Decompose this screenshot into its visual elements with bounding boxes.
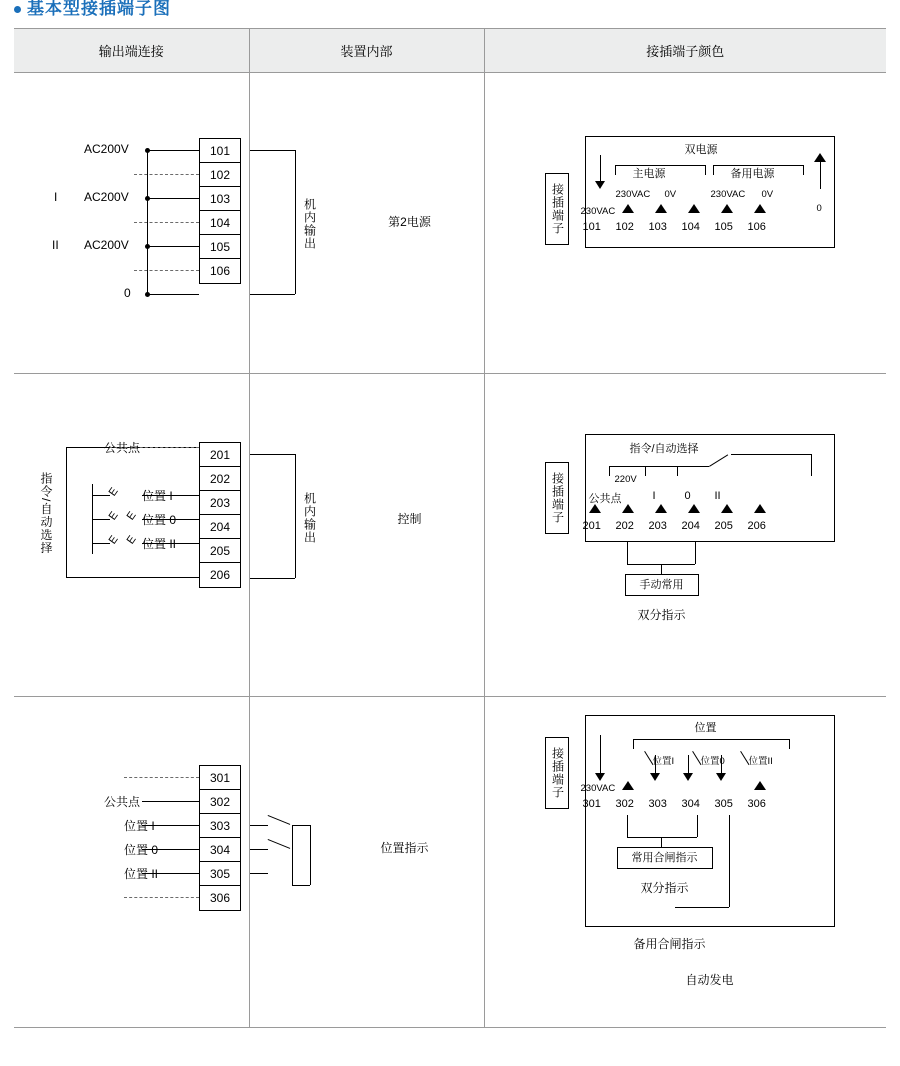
terminal-306: 306	[209, 891, 231, 905]
num-105: 105	[714, 221, 733, 233]
label-common-point-2: 公共点	[104, 441, 141, 455]
label-dual-power: 双电源	[684, 144, 718, 156]
terminal-102: 102	[200, 163, 240, 187]
row1-right-cell	[484, 73, 886, 374]
terminal-block-2	[199, 442, 241, 588]
terminal-label-vertical-3: 接插端子	[545, 737, 569, 809]
row3-left-cell	[14, 697, 249, 1028]
label-0-right: 0	[816, 203, 822, 214]
label-pos-I: I	[652, 490, 656, 502]
terminal-205: 205	[200, 539, 240, 563]
terminal-label-vertical-1: 接插端子	[545, 173, 569, 245]
terminal-206: 206	[209, 568, 231, 582]
num-305: 305	[714, 798, 733, 810]
label-position-indicator: 位置指示	[380, 841, 429, 855]
label-manual-normal: 手动常用	[625, 574, 699, 596]
label-position-0-3: 位置 0	[124, 843, 159, 857]
terminal-303: 303	[200, 814, 240, 838]
num-201: 201	[582, 520, 601, 532]
label-ac200v-1: AC200V	[84, 142, 129, 156]
bullet-icon	[14, 6, 21, 13]
label-normal-close-indication: 常用合闸指示	[617, 847, 713, 869]
terminal-diagram-table	[14, 28, 886, 1028]
label-pos-I-r: 位置I	[652, 756, 675, 767]
label-common-point-right: 公共点	[588, 493, 622, 505]
label-inner-output-1: 机内输出	[302, 198, 317, 250]
label-phase-1: I	[54, 190, 58, 204]
label-common-point-3: 公共点	[104, 795, 141, 809]
terminal-105: 105	[200, 235, 240, 259]
terminal-block-3	[199, 765, 241, 911]
label-230vac-left: 230VAC	[580, 206, 616, 217]
switch-symbol-2: E	[106, 509, 121, 523]
terminal-103: 103	[200, 187, 240, 211]
num-301: 301	[582, 798, 601, 810]
num-306: 306	[747, 798, 766, 810]
num-103: 103	[648, 221, 667, 233]
row3-middle-cell	[249, 697, 484, 1028]
row3-right-cell	[484, 697, 886, 1028]
label-second-power: 第2电源	[388, 215, 431, 229]
num-302: 302	[615, 798, 634, 810]
label-ac200v-3: AC200V	[84, 238, 129, 252]
label-main-power: 主电源	[632, 168, 666, 180]
label-position-I-2: 位置 I	[142, 489, 173, 503]
terminal-305: 305	[200, 862, 240, 886]
label-position-II-2: 位置 II	[142, 537, 177, 551]
label-pos-II-r: 位置II	[748, 756, 773, 767]
label-command-auto: 指令/自动选择	[629, 443, 699, 455]
label-pos-II: II	[714, 490, 721, 502]
row2-middle-cell	[249, 374, 484, 697]
num-303: 303	[648, 798, 667, 810]
label-0v-a: 0V	[664, 189, 677, 200]
terminal-202: 202	[200, 467, 240, 491]
label-phase-2: II	[52, 238, 59, 252]
num-104: 104	[681, 221, 700, 233]
terminal-106: 106	[209, 264, 231, 278]
label-position-II-3: 位置 II	[124, 867, 159, 881]
row1-left-cell	[14, 73, 249, 374]
terminal-block-1	[199, 138, 241, 284]
num-102: 102	[615, 221, 634, 233]
num-206: 206	[747, 520, 766, 532]
label-zero: 0	[124, 286, 131, 300]
switch-symbol-4: E	[124, 509, 139, 523]
label-pos-0: 0	[684, 490, 691, 502]
terminal-203: 203	[200, 491, 240, 515]
label-auto-generation: 自动发电	[685, 973, 734, 987]
row2-right-cell	[484, 374, 886, 697]
terminal-label-vertical-2: 接插端子	[545, 462, 569, 534]
terminal-304: 304	[200, 838, 240, 862]
label-position-title: 位置	[694, 722, 717, 734]
table-header-row	[14, 29, 886, 73]
terminal-301: 301	[200, 766, 240, 790]
switch-symbol-5: E	[124, 533, 139, 547]
label-ac200v-2: AC200V	[84, 190, 129, 204]
num-304: 304	[681, 798, 700, 810]
num-202: 202	[615, 520, 634, 532]
label-230vac-pos: 230VAC	[580, 783, 616, 794]
num-203: 203	[648, 520, 667, 532]
label-position-0-2: 位置 0	[142, 513, 177, 527]
label-pos-0-r: 位置0	[700, 756, 725, 767]
label-position-I-3: 位置 I	[124, 819, 155, 833]
label-dual-break-indication-3: 双分指示	[640, 881, 689, 895]
label-inner-output-2: 机内输出	[302, 492, 317, 544]
num-101: 101	[582, 221, 601, 233]
header-device-internal: 装置内部	[249, 29, 484, 73]
label-220v: 220V	[614, 474, 637, 485]
table-row	[14, 697, 886, 1028]
header-output-connection: 输出端连接	[14, 29, 249, 73]
page-title: 基本型接插端子图	[14, 0, 171, 19]
row1-middle-cell	[249, 73, 484, 374]
header-terminal-color: 接插端子颜色	[484, 29, 886, 73]
label-backup-power: 备用电源	[730, 168, 775, 180]
switch-symbol-1: E	[106, 485, 121, 499]
terminal-101: 101	[200, 139, 240, 163]
switch-symbol-3: E	[106, 533, 121, 547]
label-230vac-b: 230VAC	[710, 189, 746, 200]
terminal-302: 302	[200, 790, 240, 814]
row2-left-cell	[14, 374, 249, 697]
table-row	[14, 374, 886, 697]
label-230vac-a: 230VAC	[615, 189, 651, 200]
table-row	[14, 73, 886, 374]
label-dual-break-indication-2: 双分指示	[637, 608, 686, 622]
label-command-auto-select: 指令/自动选择	[39, 471, 53, 555]
num-205: 205	[714, 520, 733, 532]
label-control: 控制	[397, 512, 422, 526]
terminal-201: 201	[200, 443, 240, 467]
label-0v-b: 0V	[761, 189, 774, 200]
terminal-104: 104	[200, 211, 240, 235]
label-backup-close-indication: 备用合闸指示	[633, 937, 706, 951]
num-204: 204	[681, 520, 700, 532]
terminal-204: 204	[200, 515, 240, 539]
num-106: 106	[747, 221, 766, 233]
